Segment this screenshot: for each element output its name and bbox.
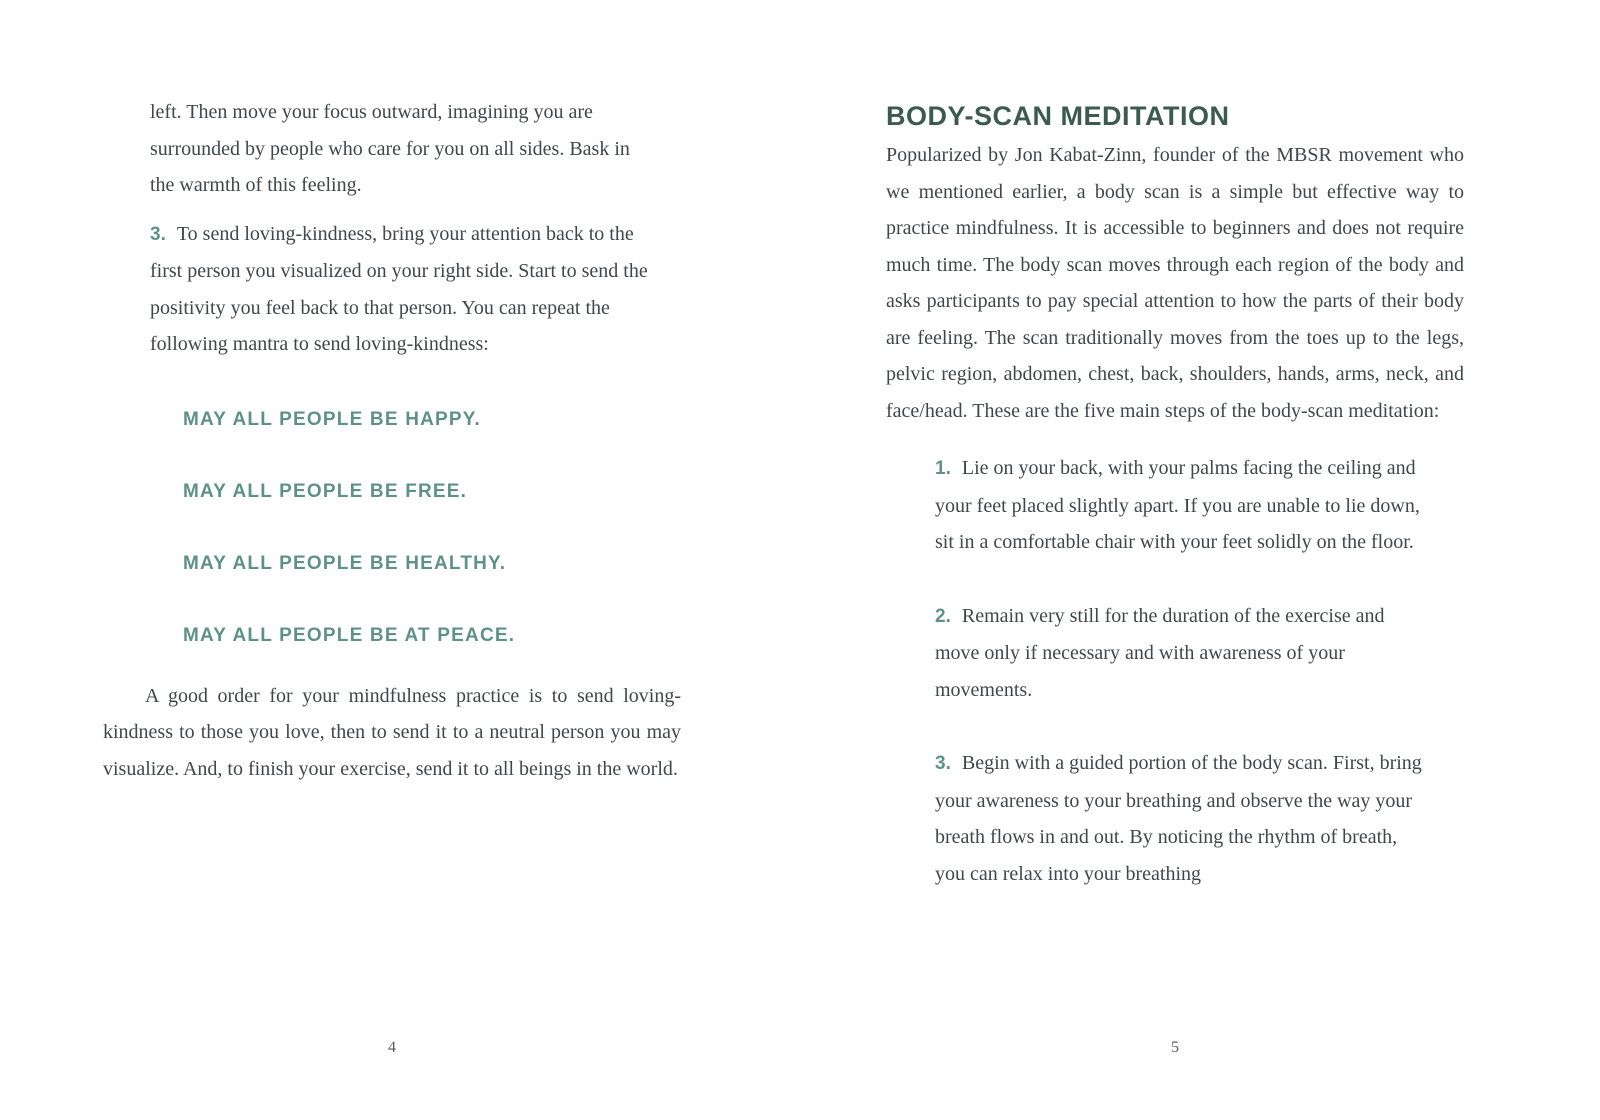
step-item-1 xyxy=(935,450,1425,561)
step-item-2 xyxy=(935,598,1425,709)
section-heading: BODY-SCAN MEDITATION xyxy=(886,101,1230,131)
step-number: 3. xyxy=(150,223,166,245)
mantra-line: MAY ALL PEOPLE BE HAPPY. xyxy=(183,408,482,430)
mantra-list xyxy=(183,407,681,649)
page-number-left: 4 xyxy=(388,1039,396,1056)
step-text: To send loving-kindness, bring your attention back to the first person you visualized on your right side. Start to send the positivity you feel back to that person. You can repeat the following mantra to send loving-kindness: xyxy=(150,222,648,355)
continuation-paragraph: left. Then move your focus outward, imagining you are surrounded by people who care for you on all sides. Bask in the warmth of this feeling. xyxy=(150,101,630,196)
left-text-column xyxy=(103,94,681,787)
step-text: Remain very still for the duration of the exercise and move only if necessary and with awareness of your movements. xyxy=(935,604,1385,701)
mantra-line: MAY ALL PEOPLE BE HEALTHY. xyxy=(183,552,507,574)
step-text: Lie on your back, with your palms facing the ceiling and your feet placed slightly apart. If you are unable to lie down, sit in a comfortable chair with your feet solidly on the floor. xyxy=(935,457,1420,553)
body-scan-steps xyxy=(935,450,1425,892)
mantra-line: MAY ALL PEOPLE BE AT PEACE. xyxy=(183,624,516,646)
step-number: 3. xyxy=(935,753,951,774)
step-text: Begin with a guided portion of the body scan. First, bring your awareness to your breathing and observe the way your breath flows in and out. By noticing the rhythm of breath, you can relax into your breathing xyxy=(935,752,1422,885)
closing-paragraph: A good order for your mindfulness practice is to send loving-kindness to those you love, then to send it to a neutral person you may visualize. And, to finish your exercise, send it to all beings in the world. xyxy=(103,684,681,780)
right-text-column xyxy=(886,100,1464,892)
mantra-line: MAY ALL PEOPLE BE FREE. xyxy=(183,480,468,502)
step-item-3-left xyxy=(150,216,650,363)
step-item-3 xyxy=(935,745,1425,892)
page-number-right: 5 xyxy=(1171,1039,1179,1056)
intro-paragraph: Popularized by Jon Kabat-Zinn, founder of the MBSR movement who we mentioned earlier, a body scan is a simple but effective way to practice mindfulness. It is accessible to beginners and does not require much time. The body scan moves through each region of the body and asks participants to pay special attention to how the parts of their body are feeling. The scan traditionally moves from the toes up to the legs, pelvic region, abdomen, chest, back, shoulders, hands, arms, neck, and face/head. These are the five main steps of the body-scan meditation: xyxy=(886,144,1464,422)
step-number: 1. xyxy=(935,458,951,479)
step-number: 2. xyxy=(935,605,951,627)
